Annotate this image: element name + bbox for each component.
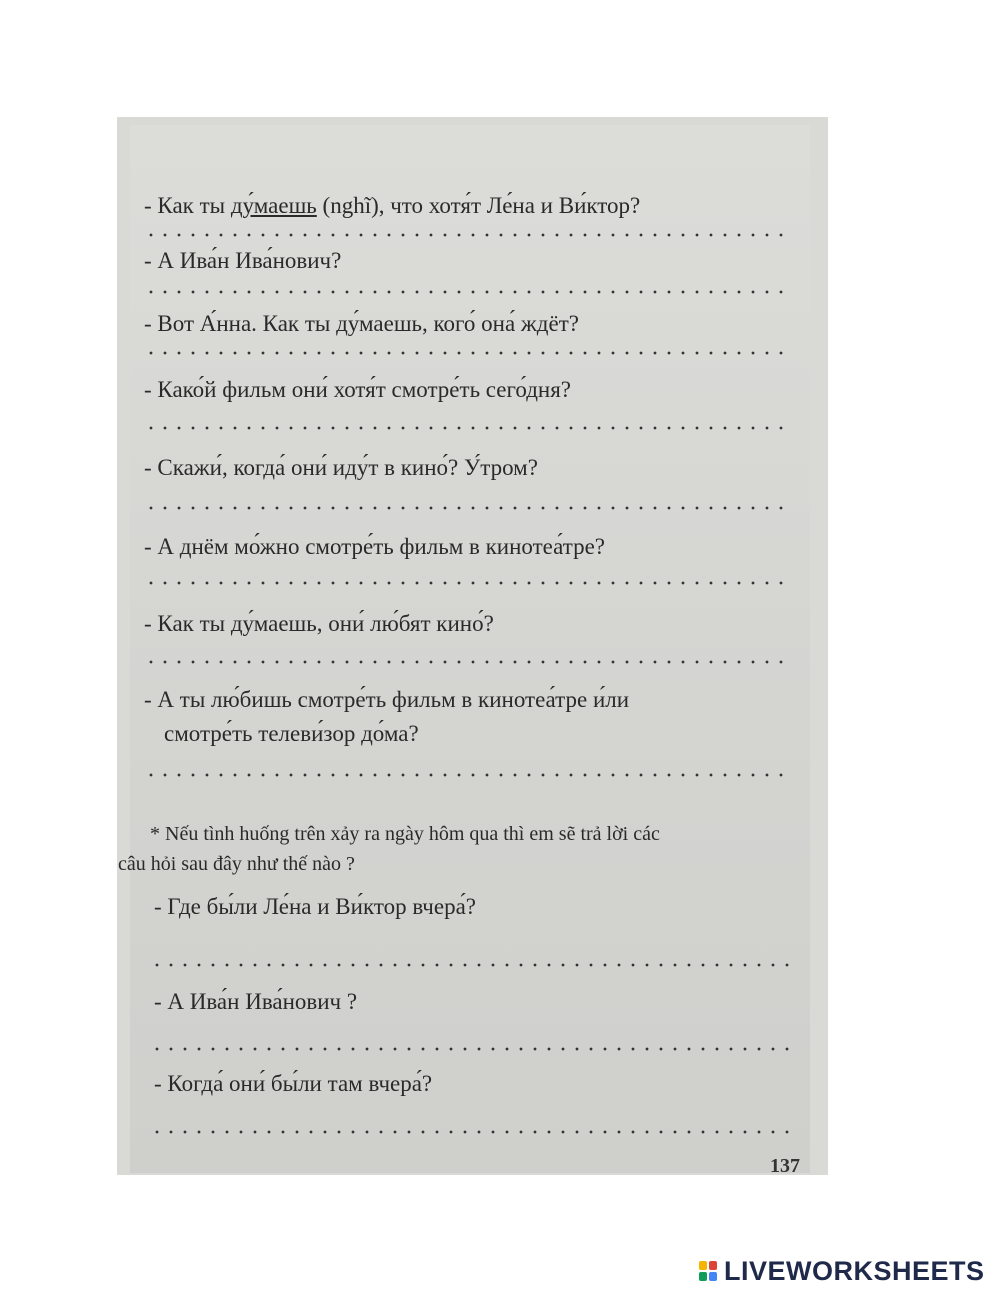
answer-line-5[interactable]	[144, 506, 784, 510]
question-3: - Вот А́нна. Как ты ду́маешь, кого́ она́ ждёт?	[144, 311, 579, 336]
answer-line-8[interactable]	[144, 773, 784, 777]
instruction-note-line-2: câu hỏi sau đây như thế nào ?	[118, 853, 355, 875]
answer-line-7[interactable]	[144, 660, 784, 664]
answer-line-4[interactable]	[144, 426, 784, 430]
question-1	[144, 192, 640, 220]
question-1-text: Как ты	[157, 193, 231, 218]
liveworksheets-logo-icon	[698, 1260, 718, 1282]
worksheet-page	[118, 125, 810, 1177]
question-1-underlined-word: ду́маешь	[230, 193, 317, 218]
answer-line-10[interactable]	[150, 1047, 790, 1051]
question-7: - Как ты ду́маешь, они́ лю́бят кино́?	[144, 611, 494, 636]
answer-line-9[interactable]	[150, 963, 790, 967]
question-2: - А Ива́н Ива́нович?	[144, 248, 342, 273]
answer-line-1[interactable]	[144, 233, 784, 237]
question-4: - Како́й фильм они́ хотя́т смотре́ть сего́дня?	[144, 377, 572, 402]
answer-line-6[interactable]	[144, 581, 784, 585]
question-10: - А Ива́н Ива́нович ?	[154, 989, 358, 1014]
question-6: - А днём мо́жно смотре́ть фильм в кинотеа́тре?	[144, 534, 605, 559]
instruction-note-line-1: * Nếu tình huống trên xảy ra ngày hôm qua thì em sẽ trả lời các	[150, 823, 660, 845]
question-11: - Когда́ они́ бы́ли там вчера́?	[154, 1071, 433, 1096]
question-8-line-1: - А ты лю́бишь смотре́ть фильм в кинотеа́тре и́ли	[144, 687, 630, 712]
question-1-rest: (nghĩ), что хотя́т Ле́на и Ви́ктор?	[316, 193, 641, 218]
question-8-line-2: смотре́ть телеви́зор до́ма?	[164, 721, 419, 746]
page-number: 137	[770, 1155, 800, 1177]
answer-line-2[interactable]	[144, 290, 784, 294]
question-9: - Где бы́ли Ле́на и Ви́ктор вчера́?	[154, 894, 476, 919]
answer-line-3[interactable]	[144, 351, 784, 355]
brand-name: LIVEWORKSHEETS	[724, 1255, 985, 1286]
question-1-dash: -	[144, 193, 158, 218]
question-5: - Скажи́, когда́ они́ иду́т в кино́? У́тром?	[144, 455, 538, 480]
liveworksheets-logo	[698, 1256, 985, 1286]
answer-line-11[interactable]	[150, 1130, 790, 1134]
